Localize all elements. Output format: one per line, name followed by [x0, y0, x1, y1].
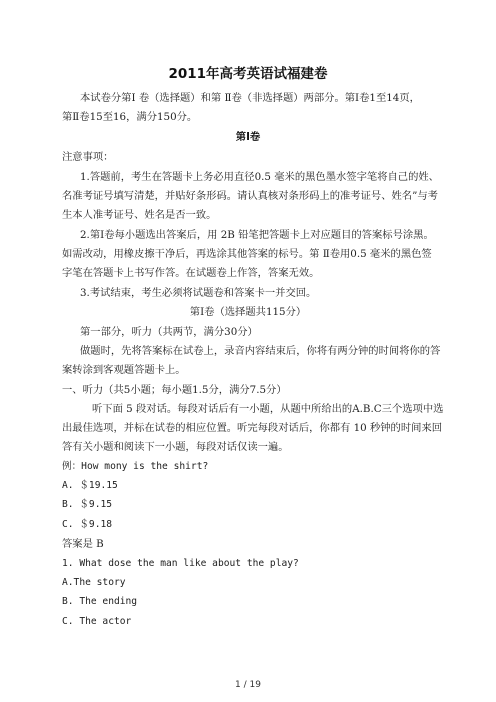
intro-line-2: 第Ⅱ卷15至16，满分150分。 — [62, 111, 198, 123]
example-option-b: B. ＄9.15 — [62, 499, 113, 510]
example-option-a: A. ＄19.15 — [62, 480, 118, 491]
notice-2-line-1: 2.第Ⅰ卷每小题选出答案后，用 2B 铅笔把答题卡上对应题目的答案标号涂黑。 — [80, 229, 434, 241]
page-number: 1 / 19 — [235, 680, 261, 690]
section1-label: 一、听力（共5小题；每小题1.5分，满分7.5分） — [62, 384, 287, 396]
notice-2-line-2: 如需改动，用橡皮擦干净后，再选涂其他答案的标号。第 Ⅱ卷用0.5 毫米的黑色签 — [62, 248, 432, 260]
notice-3: 3.考试结束，考生必须将试题卷和答案卡一并交回。 — [80, 287, 317, 299]
instructions-line-2: 案转涂到客观题答题卡上。 — [62, 364, 186, 376]
section1-text-line-2: 出最佳选项，并标在试卷的相应位置。听完每段对话后，你都有 10 秒钟的时间来回 — [62, 422, 443, 434]
example-prompt: 例：How mony is the shirt? — [62, 461, 209, 472]
document-title: 2011年高考英语试福建卷 — [168, 66, 328, 82]
part1-heading: 第Ⅰ卷（选择题共115分） — [189, 306, 307, 318]
example-answer: 答案是 B — [62, 538, 104, 550]
notice-1-line-3: 生本人准考证号、姓名是否一致。 — [62, 209, 217, 221]
section1-text-line-3: 答有关小题和阅读下一小题，每段对话仅读一遍。 — [62, 441, 289, 453]
part1-sub: 第一部分，听力（共两节，满分30分） — [80, 326, 258, 338]
notice-label: 注意事项： — [62, 151, 114, 163]
question-1-option-a: A.The story — [62, 577, 126, 588]
section1-text-line-1: 听下面 5 段对话。每段对话后有一小题，从题中所给出的A.B.C三个选项中选 — [92, 403, 444, 415]
notice-1-line-1: 1.答题前，考生在答题卡上务必用直径0.5 毫米的黑色墨水签字笔将自己的姓、 — [80, 171, 439, 183]
question-1-option-c: C. The actor — [62, 616, 132, 627]
intro-line-1: 本试卷分第Ⅰ 卷（选择题）和第 Ⅱ卷（非选择题）两部分。第Ⅰ卷1至14页， — [80, 92, 420, 104]
instructions-line-1: 做题时，先将答案标在试卷上，录音内容结束后，你将有两分钟的时间将你的答 — [80, 345, 441, 357]
notice-1-line-2: 名准考证号填写清楚，并贴好条形码。请认真核对条形码上的准考证号、姓名”与考 — [62, 190, 438, 202]
question-1-text: 1. What dose the man like about the play? — [62, 558, 299, 569]
example-option-c: C. ＄9.18 — [62, 519, 113, 530]
notice-2-line-3: 字笔在答题卡上书写作答。在试题卷上作答，答案无效。 — [62, 267, 320, 279]
section-heading: 第Ⅰ卷 — [235, 131, 261, 143]
question-1-option-b: B. The ending — [62, 596, 138, 607]
